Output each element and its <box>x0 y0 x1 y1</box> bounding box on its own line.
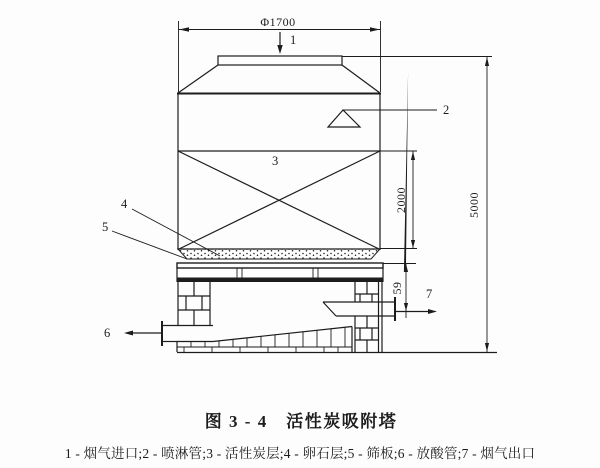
leader-pebble-layer <box>121 197 220 256</box>
dimension-top-diameter <box>179 15 381 92</box>
part-label-sieve-plate: 5 <box>102 220 109 234</box>
dim-top-diameter-label: Φ1700 <box>260 15 296 29</box>
part-label-inlet: 1 <box>290 33 297 47</box>
part-label-pebble-layer: 4 <box>121 197 128 211</box>
support-column-left <box>178 282 210 325</box>
dimension-carbon-height <box>394 151 415 249</box>
figure-legend: 1 - 烟气进口;2 - 喷淋管;3 - 活性炭层;4 - 卵石层;5 - 筛板;6 - 放酸管;7 - 烟气出口 <box>64 446 536 461</box>
dimension-total-height <box>342 57 492 353</box>
dim-total-height-label: 5000 <box>467 192 481 218</box>
figure-caption: 图 3 - 4 活性炭吸附塔 <box>204 412 398 431</box>
part-label-carbon-layer: 3 <box>272 154 279 168</box>
spray-pipe-symbol <box>328 103 449 127</box>
part-label-acid-drain: 6 <box>104 326 111 340</box>
tower-shoulder <box>177 65 381 94</box>
carbon-layer-section <box>178 151 417 249</box>
tower-top-plate <box>218 56 342 65</box>
foundation-floor <box>177 327 352 353</box>
flue-gas-inlet-arrow <box>277 32 296 54</box>
acid-drain-pipe <box>104 321 213 346</box>
part-label-spray-pipe: 2 <box>443 103 450 117</box>
support-column-right <box>355 282 382 352</box>
pebble-layer-band <box>178 249 380 259</box>
sieve-plate-assembly <box>177 263 383 282</box>
dim-outlet-offset-label: 59 <box>390 281 404 295</box>
part-label-outlet: 7 <box>426 287 433 301</box>
leader-sieve-plate <box>102 220 187 259</box>
dim-carbon-height-label: 2000 <box>394 187 408 213</box>
flue-gas-outlet-pipe <box>323 287 437 321</box>
